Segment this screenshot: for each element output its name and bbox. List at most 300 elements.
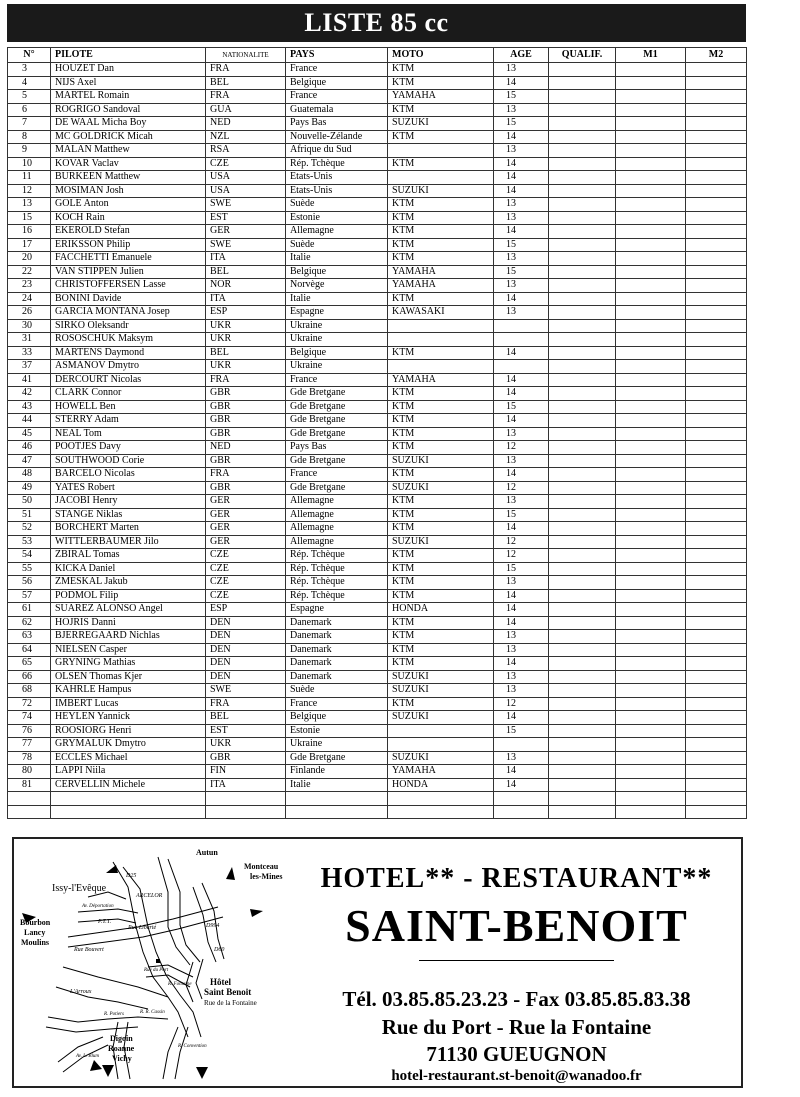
rider-country: France (286, 373, 388, 387)
rider-number: 62 (8, 616, 51, 630)
table-row (8, 576, 747, 590)
rider-m2 (686, 711, 747, 725)
rider-qualif (549, 360, 616, 374)
rider-name: DE WAAL Micha Boy (51, 117, 206, 131)
table-row (8, 292, 747, 306)
rider-m2 (686, 481, 747, 495)
table-row (8, 252, 747, 266)
rider-name: KICKA Daniel (51, 562, 206, 576)
rider-age (494, 738, 549, 752)
rider-m2 (686, 697, 747, 711)
rider-moto: SUZUKI (388, 751, 494, 765)
rider-m1 (616, 306, 686, 320)
map-label-montceau-1: Montceau (244, 862, 279, 871)
rider-age: 14 (494, 522, 549, 536)
rider-country: Espagne (286, 603, 388, 617)
rider-moto (388, 805, 494, 819)
rider-nationality: NOR (206, 279, 286, 293)
rider-age (494, 792, 549, 806)
rider-name: MALAN Matthew (51, 144, 206, 158)
rider-country: Danemark (286, 616, 388, 630)
rider-qualif (549, 468, 616, 482)
rider-m1 (616, 508, 686, 522)
rider-age: 12 (494, 697, 549, 711)
rider-country: Rép. Tchèque (286, 589, 388, 603)
map-label-d25: D25 (126, 873, 137, 879)
rider-number: 49 (8, 481, 51, 495)
rider-m2 (686, 157, 747, 171)
table-row (8, 414, 747, 428)
rider-m1 (616, 387, 686, 401)
rider-qualif (549, 697, 616, 711)
rider-country: Gde Bretgane (286, 427, 388, 441)
rider-m1 (616, 211, 686, 225)
rider-m1 (616, 157, 686, 171)
rider-m1 (616, 589, 686, 603)
rider-age: 13 (494, 144, 549, 158)
rider-nationality: UKR (206, 333, 286, 347)
rider-age: 14 (494, 616, 549, 630)
rider-country: Belgique (286, 265, 388, 279)
rider-nationality: FRA (206, 373, 286, 387)
rider-moto: YAMAHA (388, 90, 494, 104)
rider-country: Italie (286, 252, 388, 266)
rider-nationality (206, 792, 286, 806)
rider-name: GOLE Anton (51, 198, 206, 212)
map-label-r-cassin: R. R. Cassin (140, 1010, 165, 1015)
map-label-av-blum: Av. L. Blum (76, 1054, 99, 1059)
rider-number: 37 (8, 360, 51, 374)
rider-number: 44 (8, 414, 51, 428)
rider-m1 (616, 576, 686, 590)
map-label-larroux: L'Arroux (70, 989, 92, 995)
rider-m1 (616, 414, 686, 428)
col-header-nationalite: NATIONALITE (206, 48, 286, 63)
rider-m2 (686, 657, 747, 671)
rider-moto: KTM (388, 522, 494, 536)
rider-age: 15 (494, 562, 549, 576)
rider-name: ECCLES Michael (51, 751, 206, 765)
rider-moto: KTM (388, 697, 494, 711)
rider-number: 51 (8, 508, 51, 522)
rider-number: 53 (8, 535, 51, 549)
map-label-digoin-1: Digoin (110, 1034, 133, 1043)
rider-name: ERIKSSON Philip (51, 238, 206, 252)
rider-nationality: BEL (206, 711, 286, 725)
rider-m2 (686, 414, 747, 428)
rider-m1 (616, 427, 686, 441)
rider-m2 (686, 522, 747, 536)
rider-nationality: FRA (206, 468, 286, 482)
rider-m1 (616, 252, 686, 266)
rider-country: Gde Bretgane (286, 400, 388, 414)
rider-nationality: ITA (206, 252, 286, 266)
rider-number: 4 (8, 76, 51, 90)
rider-number: 74 (8, 711, 51, 725)
rider-m1 (616, 549, 686, 563)
rider-nationality: GBR (206, 414, 286, 428)
rider-m2 (686, 630, 747, 644)
rider-nationality: BEL (206, 76, 286, 90)
rider-country: Allemagne (286, 225, 388, 239)
rider-nationality: DEN (206, 630, 286, 644)
rider-m1 (616, 805, 686, 819)
rider-name: ZBIRAL Tomas (51, 549, 206, 563)
rider-moto: KTM (388, 657, 494, 671)
rider-number: 17 (8, 238, 51, 252)
rider-qualif (549, 265, 616, 279)
rider-nationality: USA (206, 184, 286, 198)
rider-moto: HONDA (388, 778, 494, 792)
rider-age: 14 (494, 603, 549, 617)
rider-name: ASMANOV Dmytro (51, 360, 206, 374)
rider-m2 (686, 130, 747, 144)
rider-name: SOUTHWOOD Corie (51, 454, 206, 468)
rider-moto: SUZUKI (388, 481, 494, 495)
rider-age (494, 319, 549, 333)
rider-number: 54 (8, 549, 51, 563)
rider-country: Ukraine (286, 360, 388, 374)
rider-qualif (549, 292, 616, 306)
rider-age: 12 (494, 441, 549, 455)
rider-age: 13 (494, 103, 549, 117)
rider-number: 45 (8, 427, 51, 441)
map-label-bourbon-3: Moulins (21, 938, 50, 947)
rider-age: 13 (494, 306, 549, 320)
rider-name: NIELSEN Casper (51, 643, 206, 657)
rider-m2 (686, 400, 747, 414)
rider-name: YATES Robert (51, 481, 206, 495)
rider-nationality: DEN (206, 670, 286, 684)
table-row (8, 265, 747, 279)
rider-m1 (616, 603, 686, 617)
rider-country (286, 805, 388, 819)
rider-qualif (549, 670, 616, 684)
rider-m2 (686, 225, 747, 239)
rider-moto (388, 319, 494, 333)
rider-m1 (616, 144, 686, 158)
rider-country: Suède (286, 238, 388, 252)
hotel-headline: HOTEL** - RESTAURANT** (320, 863, 713, 894)
map-label-bourbon-1: Bourbon (20, 918, 51, 927)
table-row (8, 441, 747, 455)
rider-moto (388, 738, 494, 752)
rider-moto: KTM (388, 562, 494, 576)
rider-moto: KTM (388, 252, 494, 266)
rider-qualif (549, 522, 616, 536)
rider-qualif (549, 589, 616, 603)
rider-moto: KTM (388, 400, 494, 414)
rider-moto: YAMAHA (388, 373, 494, 387)
rider-age (494, 333, 549, 347)
rider-moto: SUZUKI (388, 454, 494, 468)
rider-name: ROGRIGO Sandoval (51, 103, 206, 117)
rider-country: Belgique (286, 76, 388, 90)
table-row (8, 508, 747, 522)
map-label-hotel-3: Rue de la Fontaine (204, 999, 257, 1007)
rider-m1 (616, 630, 686, 644)
rider-age: 15 (494, 117, 549, 131)
rider-qualif (549, 792, 616, 806)
table-row (8, 184, 747, 198)
rider-number: 65 (8, 657, 51, 671)
rider-m2 (686, 805, 747, 819)
rider-m2 (686, 765, 747, 779)
rider-nationality: CZE (206, 562, 286, 576)
rider-m1 (616, 711, 686, 725)
map-label-hotel-1: Hôtel (210, 977, 231, 987)
rider-number: 47 (8, 454, 51, 468)
rider-age: 14 (494, 414, 549, 428)
rider-name: CLARK Connor (51, 387, 206, 401)
rider-m2 (686, 738, 747, 752)
map-label-d994: D994 (206, 923, 220, 929)
rider-qualif (549, 90, 616, 104)
hotel-city: 71130 GUEUGNON (426, 1042, 607, 1066)
table-row (8, 738, 747, 752)
rider-number: 68 (8, 684, 51, 698)
rider-name: ROSOSCHUK Maksym (51, 333, 206, 347)
rider-country: Allemagne (286, 522, 388, 536)
rider-age: 13 (494, 751, 549, 765)
rider-number: 20 (8, 252, 51, 266)
rider-name: DERCOURT Nicolas (51, 373, 206, 387)
table-row (8, 346, 747, 360)
rider-moto: YAMAHA (388, 265, 494, 279)
table-row (8, 360, 747, 374)
rider-number: 42 (8, 387, 51, 401)
rider-number: 63 (8, 630, 51, 644)
rider-name: OLSEN Thomas Kjer (51, 670, 206, 684)
rider-moto (388, 333, 494, 347)
rider-nationality: SWE (206, 198, 286, 212)
rider-qualif (549, 616, 616, 630)
rider-moto: KTM (388, 292, 494, 306)
rider-qualif (549, 103, 616, 117)
rider-m1 (616, 535, 686, 549)
rider-m1 (616, 130, 686, 144)
rider-moto: SUZUKI (388, 711, 494, 725)
rider-nationality: BEL (206, 265, 286, 279)
rider-number: 33 (8, 346, 51, 360)
rider-m1 (616, 562, 686, 576)
table-row (8, 211, 747, 225)
col-header-qualif: QUALIF. (549, 48, 616, 63)
rider-moto: KTM (388, 508, 494, 522)
rider-moto: KTM (388, 198, 494, 212)
rider-qualif (549, 387, 616, 401)
rider-moto: KTM (388, 589, 494, 603)
rider-m1 (616, 751, 686, 765)
rider-country: Danemark (286, 670, 388, 684)
rider-name: SUAREZ ALONSO Angel (51, 603, 206, 617)
table-row (8, 144, 747, 158)
table-row (8, 468, 747, 482)
rider-age (494, 805, 549, 819)
map-label-av-deportation: Av. Déportation (82, 904, 114, 909)
rider-m2 (686, 373, 747, 387)
rider-number: 26 (8, 306, 51, 320)
rider-nationality: GER (206, 225, 286, 239)
rider-nationality: GBR (206, 400, 286, 414)
rider-name: FACCHETTI Emanuele (51, 252, 206, 266)
rider-m1 (616, 481, 686, 495)
rider-m2 (686, 360, 747, 374)
rider-nationality: ITA (206, 778, 286, 792)
rider-m1 (616, 495, 686, 509)
rider-moto: KTM (388, 576, 494, 590)
rider-age: 13 (494, 198, 549, 212)
rider-m1 (616, 225, 686, 239)
rider-m2 (686, 319, 747, 333)
rider-age: 14 (494, 130, 549, 144)
rider-number: 64 (8, 643, 51, 657)
rider-age: 12 (494, 481, 549, 495)
rider-m2 (686, 292, 747, 306)
rider-country: Etats-Unis (286, 184, 388, 198)
rider-qualif (549, 711, 616, 725)
rider-moto: KTM (388, 616, 494, 630)
rider-number: 8 (8, 130, 51, 144)
rider-country: Pays Bas (286, 117, 388, 131)
rider-country: Gde Bretgane (286, 481, 388, 495)
rider-name: MC GOLDRICK Micah (51, 130, 206, 144)
rider-age: 14 (494, 292, 549, 306)
map-label-rue-bouvert: Rue Bouvert (74, 947, 104, 953)
rider-qualif (549, 346, 616, 360)
page-title: LISTE 85 cc (7, 4, 746, 42)
rider-m1 (616, 684, 686, 698)
rider-nationality (206, 805, 286, 819)
rider-m2 (686, 603, 747, 617)
rider-m2 (686, 778, 747, 792)
rider-name: WITTLERBAUMER Jilo (51, 535, 206, 549)
rider-m2 (686, 508, 747, 522)
rider-country: Gde Bretgane (286, 454, 388, 468)
rider-qualif (549, 724, 616, 738)
rider-country: Italie (286, 778, 388, 792)
rider-m2 (686, 616, 747, 630)
rider-number: 56 (8, 576, 51, 590)
table-row (8, 630, 747, 644)
col-header-m2: M2 (686, 48, 747, 63)
rider-name: LAPPI Niila (51, 765, 206, 779)
rider-number (8, 792, 51, 806)
table-row (8, 751, 747, 765)
rider-qualif (549, 76, 616, 90)
table-row (8, 306, 747, 320)
rider-age: 14 (494, 157, 549, 171)
rider-m2 (686, 184, 747, 198)
rider-m1 (616, 468, 686, 482)
rider-qualif (549, 225, 616, 239)
rider-age (494, 360, 549, 374)
rider-m2 (686, 441, 747, 455)
rider-country (286, 792, 388, 806)
rider-m2 (686, 643, 747, 657)
rider-qualif (549, 333, 616, 347)
rider-m1 (616, 724, 686, 738)
rider-m2 (686, 90, 747, 104)
rider-m1 (616, 238, 686, 252)
hotel-phone: Tél. 03.85.85.23.23 - Fax 03.85.85.83.38 (342, 987, 691, 1011)
rider-moto: KTM (388, 225, 494, 239)
rider-age: 13 (494, 279, 549, 293)
table-row (8, 495, 747, 509)
rider-qualif (549, 130, 616, 144)
col-header-pays: PAYS (286, 48, 388, 63)
rider-name: PODMOL Filip (51, 589, 206, 603)
rider-m1 (616, 400, 686, 414)
rider-name: CERVELLIN Michele (51, 778, 206, 792)
table-row (8, 643, 747, 657)
map-label-issy: Issy-l'Evêque (52, 883, 107, 894)
rider-name: GRYMALUK Dmytro (51, 738, 206, 752)
rider-qualif (549, 306, 616, 320)
rider-name: MOSIMAN Josh (51, 184, 206, 198)
rider-name: BORCHERT Marten (51, 522, 206, 536)
rider-country: France (286, 697, 388, 711)
table-row (8, 103, 747, 117)
rider-m2 (686, 117, 747, 131)
rider-moto (388, 360, 494, 374)
rider-number: 55 (8, 562, 51, 576)
rider-qualif (549, 805, 616, 819)
rider-m1 (616, 63, 686, 77)
rider-qualif (549, 684, 616, 698)
rider-number: 24 (8, 292, 51, 306)
rider-name: HOUZET Dan (51, 63, 206, 77)
rider-m1 (616, 279, 686, 293)
map-label-ptt: P.T.T. (98, 919, 112, 925)
rider-nationality: BEL (206, 346, 286, 360)
rider-m1 (616, 792, 686, 806)
map-label-digoin-3: Vichy (112, 1054, 132, 1063)
rider-m1 (616, 346, 686, 360)
rider-qualif (549, 211, 616, 225)
map-label-montceau-2: les-Mines (250, 872, 283, 881)
rider-m2 (686, 144, 747, 158)
rider-number: 3 (8, 63, 51, 77)
rider-name: MARTENS Daymond (51, 346, 206, 360)
rider-number: 31 (8, 333, 51, 347)
map-label-hotel-2: Saint Benoit (204, 987, 252, 997)
rider-age: 14 (494, 373, 549, 387)
rider-m2 (686, 265, 747, 279)
rider-m1 (616, 616, 686, 630)
rider-number: 9 (8, 144, 51, 158)
rider-moto: KAWASAKI (388, 306, 494, 320)
rider-number: 41 (8, 373, 51, 387)
rider-number: 78 (8, 751, 51, 765)
rider-name: HEYLEN Yannick (51, 711, 206, 725)
rider-age: 14 (494, 468, 549, 482)
rider-name: VAN STIPPEN Julien (51, 265, 206, 279)
rider-qualif (549, 765, 616, 779)
hotel-email[interactable]: hotel-restaurant.st-benoit@wanadoo.fr (391, 1068, 642, 1084)
riders-table (7, 47, 747, 819)
table-row (8, 481, 747, 495)
rider-country: Gde Bretgane (286, 387, 388, 401)
rider-nationality: CZE (206, 157, 286, 171)
rider-country: Allemagne (286, 495, 388, 509)
rider-m2 (686, 576, 747, 590)
table-row (8, 522, 747, 536)
table-row (8, 603, 747, 617)
rider-number: 61 (8, 603, 51, 617)
rider-age: 13 (494, 63, 549, 77)
rider-number: 77 (8, 738, 51, 752)
